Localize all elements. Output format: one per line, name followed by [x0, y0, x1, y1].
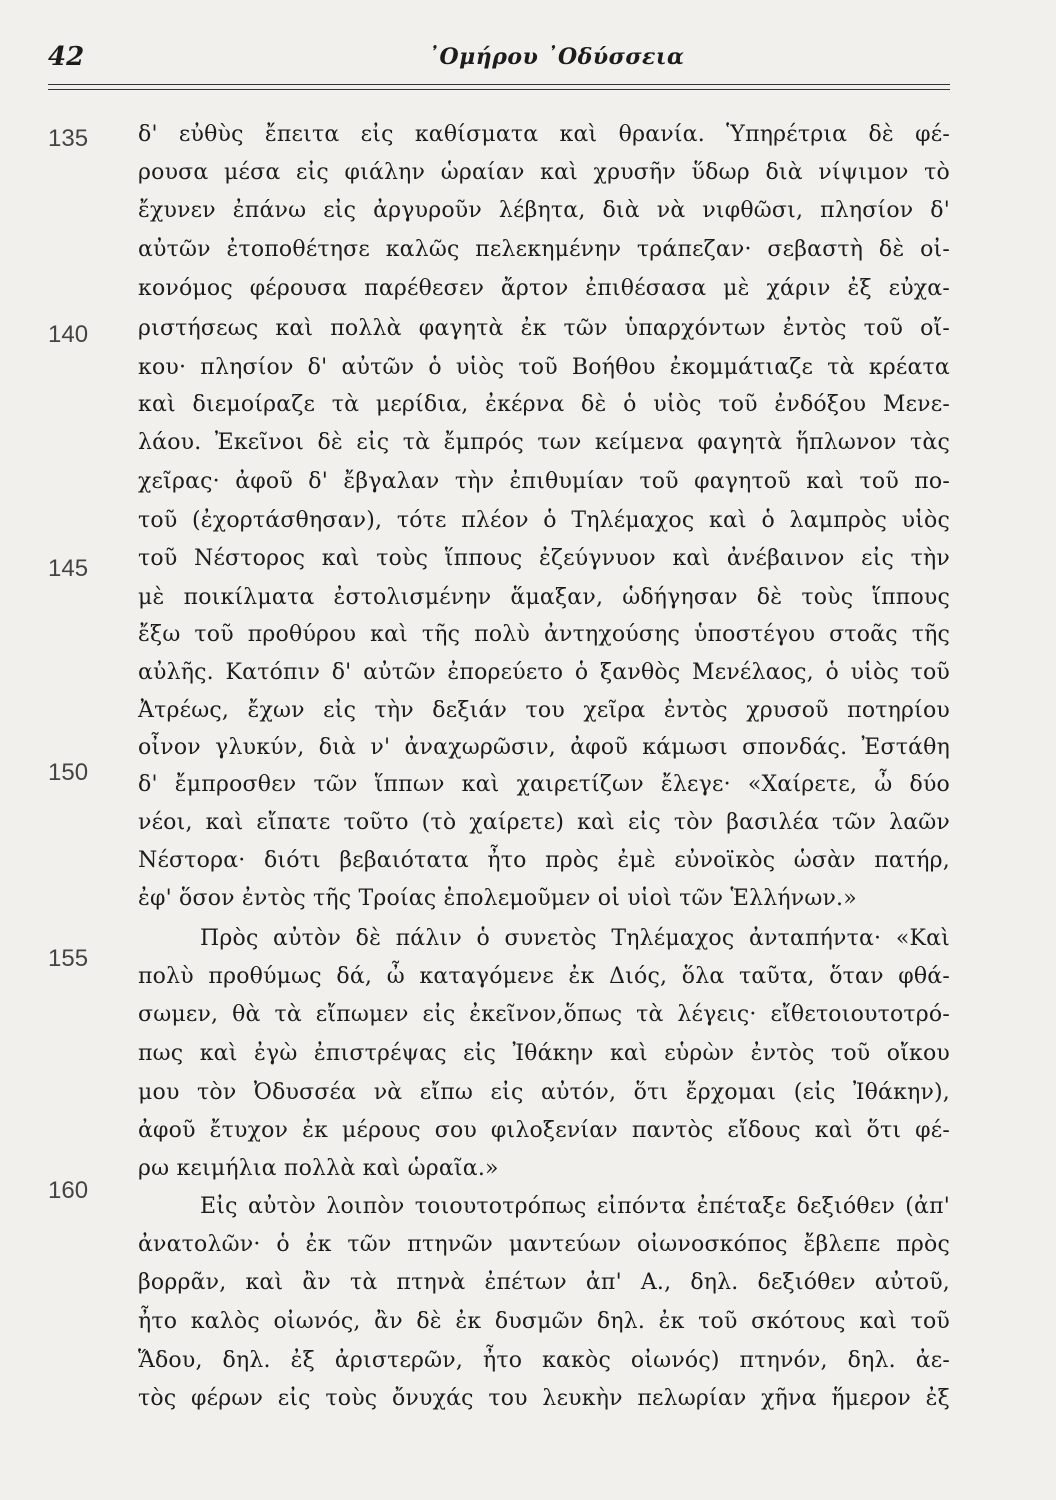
- line-number: 160: [48, 1177, 89, 1204]
- text-line: αὐλῆς. Κατόπιν δ' αὐτῶν ἐπορεύετο ὁ ξανθὸς Μενέλαος, ὁ υἱὸς τοῦ: [138, 660, 950, 685]
- text-line: καὶ διεμοίραζε τὰ μερίδια, ἐκέρνα δὲ ὁ υἱὸς τοῦ ἐνδόξου Μενε-: [138, 392, 950, 417]
- text-line: ἐφ' ὅσον ἐντὸς τῆς Τροίας ἐπολεμοῦμεν οἱ υἱοὶ τῶν Ἑλλήνων.»: [138, 886, 857, 911]
- text-line: οἶνον γλυκύν, διὰ ν' ἀναχωρῶσιν, ἀφοῦ κάμωσι σπονδάς. Ἐστάθη: [138, 735, 950, 760]
- text-line: νέοι, καὶ εἴπατε τοῦτο (τὸ χαίρετε) καὶ εἰς τὸν βασιλέα τῶν λαῶν: [138, 810, 950, 835]
- text-line: ἀφοῦ ἔτυχον ἐκ μέρους σου φιλοξενίαν παντὸς εἴδους καὶ ὅτι φέ-: [138, 1118, 950, 1143]
- page-header: [48, 42, 950, 82]
- text-line: τὸς φέρων εἰς τοὺς ὄνυχάς του λευκὴν πελωρίαν χῆνα ἥμερον ἐξ: [138, 1386, 950, 1411]
- text-line: σωμεν, θὰ τὰ εἴπωμεν εἰς ἐκεῖνον,ὅπως τὰ λέγεις· εἴθετοιουτοτρό-: [138, 1002, 950, 1027]
- line-number: 150: [48, 759, 89, 786]
- line-number: 135: [48, 125, 89, 152]
- text-line: πως καὶ ἐγὼ ἐπιστρέψας εἰς Ἰθάκην καὶ εὑρὼν ἐντὸς τοῦ οἴκου: [138, 1041, 950, 1066]
- running-title: ᾿Ομήρου ᾿Οδύσσεια: [428, 44, 685, 70]
- text-line: ριστήσεως καὶ πολλὰ φαγητὰ ἐκ τῶν ὑπαρχόντων ἐντὸς τοῦ οἴ-: [138, 316, 950, 341]
- text-line: ἔξω τοῦ προθύρου καὶ τῆς πολὺ ἀντηχούσης ὑποστέγου στοᾶς τῆς: [138, 622, 950, 647]
- text-line: χεῖρας· ἀφοῦ δ' ἔβγαλαν τὴν ἐπιθυμίαν τοῦ φαγητοῦ καὶ τοῦ πο-: [138, 469, 950, 494]
- page-number: 42: [48, 42, 85, 72]
- line-number: 145: [48, 555, 89, 582]
- text-line: λάου. Ἐκεῖνοι δὲ εἰς τὰ ἔμπρός των κείμενα φαγητὰ ἥπλωνον τὰς: [138, 430, 950, 455]
- text-line: Εἰς αὐτὸν λοιπὸν τοιουτοτρόπως εἰπόντα ἐπέταξε δεξιόθεν (ἀπ': [200, 1194, 950, 1219]
- text-line: κονόμος φέρουσα παρέθεσεν ἄρτον ἐπιθέσασα μὲ χάριν ἐξ εὐχα-: [138, 276, 950, 301]
- text-line: δ' ἔμπροσθεν τῶν ἵππων καὶ χαιρετίζων ἔλεγε· «Χαίρετε, ὦ δύο: [138, 772, 950, 797]
- text-line: ἀνατολῶν· ὁ ἐκ τῶν πτηνῶν μαντεύων οἰωνοσκόπος ἔβλεπε πρὸς: [138, 1232, 950, 1257]
- header-rule-second: [48, 89, 950, 90]
- text-line: τοῦ Νέστορος καὶ τοὺς ἵππους ἐζεύγνυον καὶ ἀνέβαινον εἰς τὴν: [138, 546, 950, 571]
- text-line: τοῦ (ἐχορτάσθησαν), τότε πλέον ὁ Τηλέμαχος καὶ ὁ λαμπρὸς υἱὸς: [138, 508, 950, 533]
- header-rule: [48, 84, 950, 85]
- text-line: Ἅδου, δηλ. ἐξ ἀριστερῶν, ἦτο κακὸς οἰωνός) πτηνόν, δηλ. ἀε-: [138, 1348, 950, 1373]
- text-line: μὲ ποικίλματα ἐστολισμένην ἅμαξαν, ὡδήγησαν δὲ τοὺς ἵππους: [138, 585, 950, 610]
- text-line: Πρὸς αὐτὸν δὲ πάλιν ὁ συνετὸς Τηλέμαχος ἀνταπήντα· «Καὶ: [200, 926, 950, 951]
- line-number: 140: [48, 321, 89, 348]
- text-line: ρω κειμήλια πολλὰ καὶ ὡραῖα.»: [138, 1156, 499, 1181]
- text-line: μου τὸν Ὀδυσσέα νὰ εἴπω εἰς αὐτόν, ὅτι ἔρχομαι (εἰς Ἰθάκην),: [138, 1080, 950, 1105]
- text-line: ρουσα μέσα εἰς φιάλην ὡραίαν καὶ χρυσῆν ὕδωρ διὰ νίψιμον τὸ: [138, 160, 950, 185]
- text-line: αὐτῶν ἐτοποθέτησε καλῶς πελεκημένην τράπεζαν· σεβαστὴ δὲ οἰ-: [138, 237, 950, 262]
- text-line: ἦτο καλὸς οἰωνός, ἂν δὲ ἐκ δυσμῶν δηλ. ἐκ τοῦ σκότους καὶ τοῦ: [138, 1309, 950, 1334]
- text-line: Ἀτρέως, ἔχων εἰς τὴν δεξιάν του χεῖρα ἐντὸς χρυσοῦ ποτηρίου: [138, 698, 950, 723]
- text-line: Νέστορα· διότι βεβαιότατα ἦτο πρὸς ἐμὲ εὐνοϊκὸς ὡσὰν πατήρ,: [138, 848, 950, 873]
- text-line: βορρᾶν, καὶ ἂν τὰ πτηνὰ ἐπέτων ἀπ' Α., δηλ. δεξιόθεν αὐτοῦ,: [138, 1270, 950, 1295]
- text-line: πολὺ προθύμως δά, ὦ καταγόμενε ἐκ Διός, ὅλα ταῦτα, ὅταν φθά-: [138, 964, 950, 989]
- text-line: δ' εὐθὺς ἔπειτα εἰς καθίσματα καὶ θρανία. Ὑπηρέτρια δὲ φέ-: [138, 122, 950, 147]
- text-line: κου· πλησίον δ' αὐτῶν ὁ υἱὸς τοῦ Βοήθου ἐκομμάτιαζε τὰ κρέατα: [138, 355, 950, 380]
- line-number: 155: [48, 945, 89, 972]
- text-line: ἔχυνεν ἐπάνω εἰς ἀργυροῦν λέβητα, διὰ νὰ νιφθῶσι, πλησίον δ': [138, 198, 950, 223]
